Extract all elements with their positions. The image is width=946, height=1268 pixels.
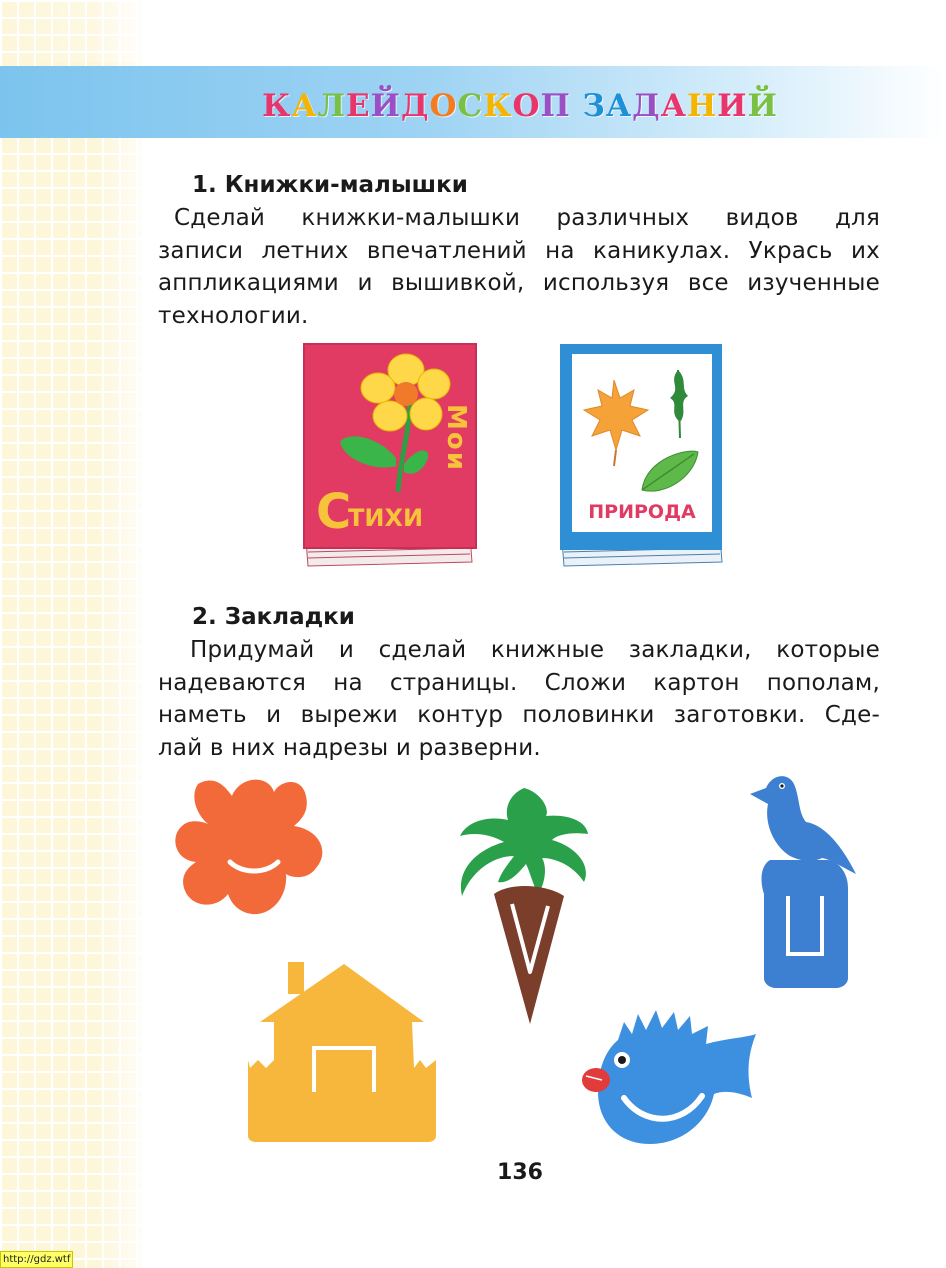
section-1-heading: 1. Книжки-малышки: [192, 172, 468, 198]
page-number: 136: [497, 1160, 543, 1185]
bird-bookmark: [744, 766, 864, 994]
section-2-text: [158, 634, 880, 764]
title-letter: Д: [400, 88, 430, 124]
poems-book-illustration: [300, 340, 480, 568]
watermark: http://gdz.wtf: [0, 1251, 73, 1268]
title-letter: Л: [317, 88, 347, 124]
text-line: технологии.: [158, 302, 309, 329]
title-letter: С: [457, 88, 484, 124]
text-line: Придумай и сделай книжные закладки, которые: [190, 637, 880, 663]
palm-bookmark: [454, 786, 604, 1030]
title-letter: З: [582, 88, 606, 124]
text-line: записи летних впечатлений на каникулах. Укрась их: [158, 237, 880, 264]
title-letter: Й: [747, 88, 778, 124]
title-letter: [571, 84, 583, 128]
title-letter: О: [512, 88, 541, 124]
title-letter: К: [483, 88, 513, 124]
text-line: лай в них надрезы и разверни.: [158, 734, 541, 761]
title-letter: О: [429, 88, 458, 124]
nature-book-illustration: [556, 340, 728, 568]
title-letter: Й: [370, 88, 401, 124]
top-fade: [0, 0, 946, 62]
flower-bookmark: [170, 770, 332, 920]
title-letter: А: [660, 88, 687, 124]
section-2-heading: 2. Закладки: [192, 604, 355, 630]
fish-bookmark: [578, 1004, 762, 1150]
page-title: [140, 84, 900, 128]
nature-word: ПРИРОДА: [588, 501, 696, 523]
title-letter: И: [717, 88, 748, 124]
title-letter: Е: [346, 88, 371, 124]
mine-word: Мои: [441, 404, 471, 472]
text-line: Сделай книжки-малышки различных видов для: [174, 205, 880, 231]
title-letter: П: [540, 88, 571, 124]
title-letter: А: [291, 88, 318, 124]
title-letter: К: [262, 88, 292, 124]
text-line: аппликациями и вышивкой, используя все изученные: [158, 270, 880, 296]
margin-fade: [95, 0, 155, 1268]
house-bookmark: [242, 960, 442, 1142]
section-1-text: [158, 202, 880, 332]
text-line: надеваются на страницы. Сложи картон пополам,: [158, 669, 880, 696]
text-line: наметь и вырежи контур половинки заготовки. Сде-: [158, 702, 880, 728]
title-letter: Д: [632, 88, 661, 124]
poems-word: ТИХИ: [348, 504, 424, 532]
title-letter: Н: [686, 88, 718, 124]
poems-big-letter: С: [316, 484, 352, 540]
title-letter: А: [605, 88, 633, 124]
